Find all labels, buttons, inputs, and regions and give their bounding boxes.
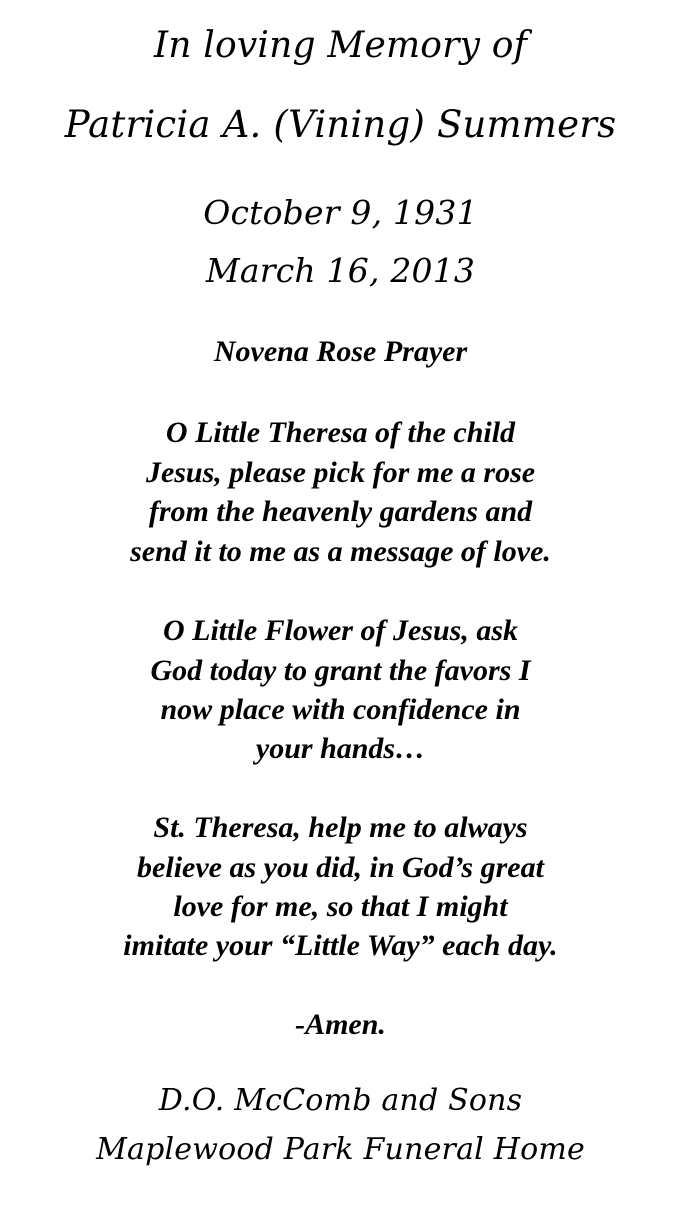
prayer-line: St. Theresa, help me to always <box>153 811 528 844</box>
prayer-line: God today to grant the favors I <box>150 654 531 687</box>
birth-date: October 9, 1931 <box>203 193 478 232</box>
prayer-title: Novena Rose Prayer <box>213 335 468 368</box>
prayer-line: now place with confidence in <box>160 693 521 726</box>
deceased-name: Patricia A. (Vining) Summers <box>64 103 617 146</box>
prayer-line: O Little Theresa of the child <box>165 416 516 449</box>
death-date: March 16, 2013 <box>205 251 476 290</box>
prayer-line: believe as you did, in God’s great <box>137 851 544 884</box>
memorial-intro: In loving Memory of <box>153 25 528 66</box>
funeral-home-location: Maplewood Park Funeral Home <box>96 1132 585 1167</box>
prayer-closing: -Amen. <box>295 1008 386 1041</box>
prayer-line: from the heavenly gardens and <box>148 495 533 528</box>
prayer-line: O Little Flower of Jesus, ask <box>162 614 518 647</box>
prayer-line: imitate your “Little Way” each day. <box>123 929 558 962</box>
prayer-line: your hands… <box>255 732 426 765</box>
funeral-home-name: D.O. McComb and Sons <box>158 1083 523 1118</box>
prayer-line: Jesus, please pick for me a rose <box>145 456 536 489</box>
prayer-line: send it to me as a message of love. <box>130 535 551 568</box>
prayer-line: love for me, so that I might <box>173 890 508 923</box>
